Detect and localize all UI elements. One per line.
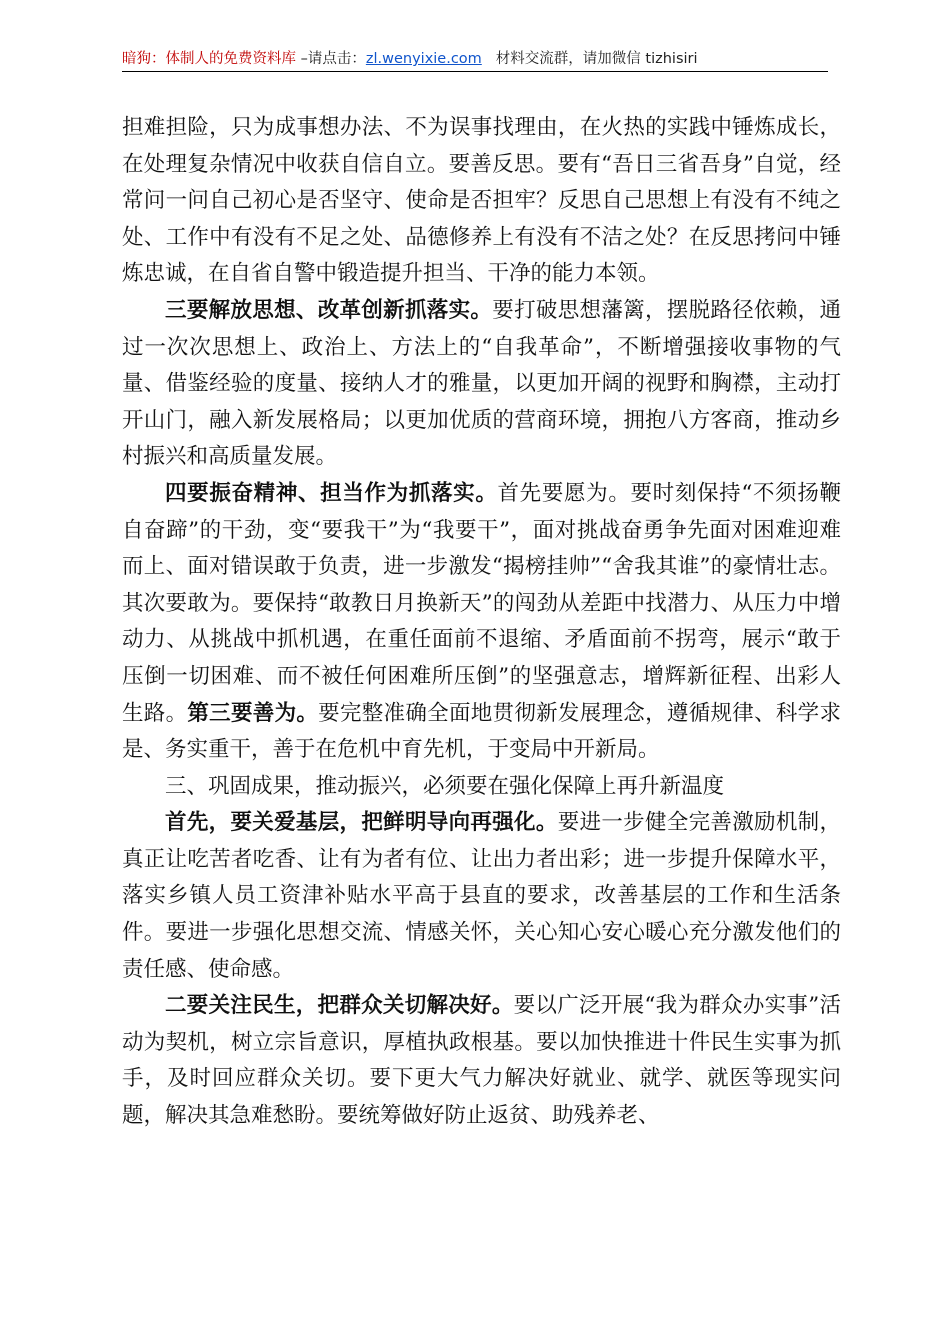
header-group-note: 材料交流群，请加微信 tizhisiri	[495, 51, 698, 67]
paragraph-text: 要打破思想藩篱，摆脱路径依赖，通过一次次思想上、政治上、方法上的“自我革命”，不断增强接收事物的气量、借鉴经验的度量、接纳人才的雅量，以更加开阔的视野和胸襟，主动打开山门，融入新发展格局；以更加优质的营商环境，拥抱八方客商，推动乡村振兴和高质量发展。	[122, 297, 841, 470]
paragraph-text-2: 要完整准确全面地贯彻新发展理念，遵循规律、科学求是、务实重干，善于在危机中育先机，于变局中开新局。	[122, 700, 841, 763]
paragraph-text: 要以广泛开展“我为群众办实事”活动为契机，树立宗旨意识，厚植执政根基。要以加快推进十件民生实事为抓手，及时回应群众关切。要下更大气力解决好就业、就学、就医等现实问题，解决其急难愁盼。要统筹做好防止返贫、助残养老、	[122, 993, 841, 1129]
document-body	[122, 110, 841, 1135]
paragraph-5	[122, 805, 841, 988]
section-heading	[122, 769, 841, 806]
header-title: 暗狗：体制人的免费资料库	[122, 51, 296, 67]
paragraph-heading: 首先，要关爱基层，把鲜明导向再强化。	[165, 810, 558, 836]
paragraph-6	[122, 988, 841, 1134]
paragraph-heading: 二要关注民生，把群众关切解决好。	[165, 993, 514, 1019]
paragraph-heading: 三要解放思想、改革创新抓落实。	[165, 297, 493, 323]
paragraph-text: 要进一步健全完善激励机制，真正让吃苦者吃香、让有为者有位、让出力者出彩；进一步提升保障水平，落实乡镇人员工资津补贴水平高于县直的要求，改善基层的工作和生活条件。要进一步强化思想交流、情感关怀，关心知心安心暖心充分激发他们的责任感、使命感。	[122, 810, 841, 982]
paragraph-heading: 四要振奋精神、担当作为抓落实。	[165, 480, 498, 506]
page-header	[122, 48, 822, 72]
paragraph-1	[122, 110, 841, 293]
paragraph-text: 首先要愿为。要时刻保持“不须扬鞭自奋蹄”的干劲，变“要我干”为“我要干”，面对挑战奋勇争先面对困难迎难而上、面对错误敢于负责，进一步激发“揭榜挂帅”“舍我其谁”的豪情壮志。其次要敢为。要保持“敢教日月换新天”的闯劲从差距中找潜力、从压力中增动力、从挑战中抓机遇，在重任面前不退缩、矛盾面前不拐弯，展示“敢于压倒一切困难、而不被任何困难所压倒”的坚强意志，增辉新征程、出彩人生路。	[122, 480, 841, 726]
section-heading-text: 三、巩固成果，推动振兴，必须要在强化保障上再升新温度	[165, 773, 725, 799]
paragraph-2	[122, 293, 841, 476]
paragraph-text: 担难担险，只为成事想办法、不为误事找理由，在火热的实践中锤炼成长，在处理复杂情况中收获自信自立。要善反思。要有“吾日三省吾身”自觉，经常问一问自己初心是否坚守、使命是否担牢？反思自己思想上有没有不纯之处、工作中有没有不足之处、品德修养上有没有不洁之处？在反思拷问中锤炼忠诚，在自省自警中锻造提升担当、干净的能力本领。	[122, 115, 841, 287]
header-divider	[122, 71, 828, 72]
header-click-prompt: –请点击：	[296, 51, 366, 67]
paragraph-3	[122, 476, 841, 769]
paragraph-subheading: 第三要善为。	[187, 700, 319, 726]
header-link[interactable]: zl.wenyixie.com	[365, 51, 482, 67]
